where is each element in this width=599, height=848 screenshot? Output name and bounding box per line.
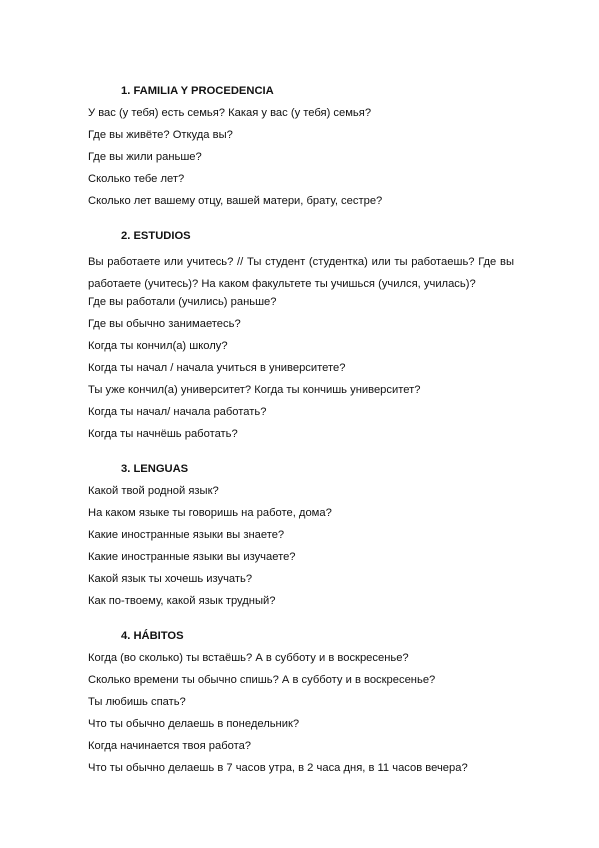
question-line: На каком языке ты говоришь на работе, дома? xyxy=(88,507,332,519)
question-line: Какой язык ты хочешь изучать? xyxy=(88,573,253,585)
question-line: Что ты обычно делаешь в 7 часов утра, в 2 часа дня, в 11 часов вечера? xyxy=(88,762,468,774)
question-line: Сколько времени ты обычно спишь? А в субботу и в воскресенье? xyxy=(88,674,436,686)
question-line: Когда ты начнёшь работать? xyxy=(88,428,238,440)
question-line: Что ты обычно делаешь в понедельник? xyxy=(88,718,300,730)
question-paragraph: Вы работаете или учитесь? // Ты студент (студентка) или ты работаешь? Где вы работаете (учитесь)? На каком факультете ты учишься (учился, училась)? xyxy=(88,256,514,290)
question-line: Где вы живёте? Откуда вы? xyxy=(88,129,233,141)
question-line: Сколько тебе лет? xyxy=(88,173,185,185)
question-line: Как по-твоему, какой язык трудный? xyxy=(88,595,276,607)
section-heading-habitos: 4. HÁBITOS xyxy=(121,630,184,642)
question-line: Где вы работали (учились) раньше? xyxy=(88,296,277,308)
question-line: Какой твой родной язык? xyxy=(88,485,219,497)
question-line: Какие иностранные языки вы изучаете? xyxy=(88,551,296,563)
section-heading-lenguas: 3. LENGUAS xyxy=(121,463,189,475)
question-line: Когда ты начал/ начала работать? xyxy=(88,406,267,418)
question-line: Когда (во сколько) ты встаёшь? А в субботу и в воскресенье? xyxy=(88,652,409,664)
question-line: Когда начинается твоя работа? xyxy=(88,740,252,752)
question-line: У вас (у тебя) есть семья? Какая у вас (у тебя) семья? xyxy=(88,107,372,119)
question-line: Где вы обычно занимаетесь? xyxy=(88,318,241,330)
question-line: Ты любишь спать? xyxy=(88,696,186,708)
section-heading-estudios: 2. ESTUDIOS xyxy=(121,230,191,242)
question-line: Какие иностранные языки вы знаете? xyxy=(88,529,285,541)
section-heading-familia: 1. FAMILIA Y PROCEDENCIA xyxy=(121,85,274,97)
question-line: Где вы жили раньше? xyxy=(88,151,202,163)
question-line: Ты уже кончил(а) университет? Когда ты кончишь университет? xyxy=(88,384,421,396)
question-line: Сколько лет вашему отцу, вашей матери, брату, сестре? xyxy=(88,195,383,207)
question-line: Когда ты кончил(а) школу? xyxy=(88,340,228,352)
question-line: Когда ты начал / начала учиться в университете? xyxy=(88,362,346,374)
